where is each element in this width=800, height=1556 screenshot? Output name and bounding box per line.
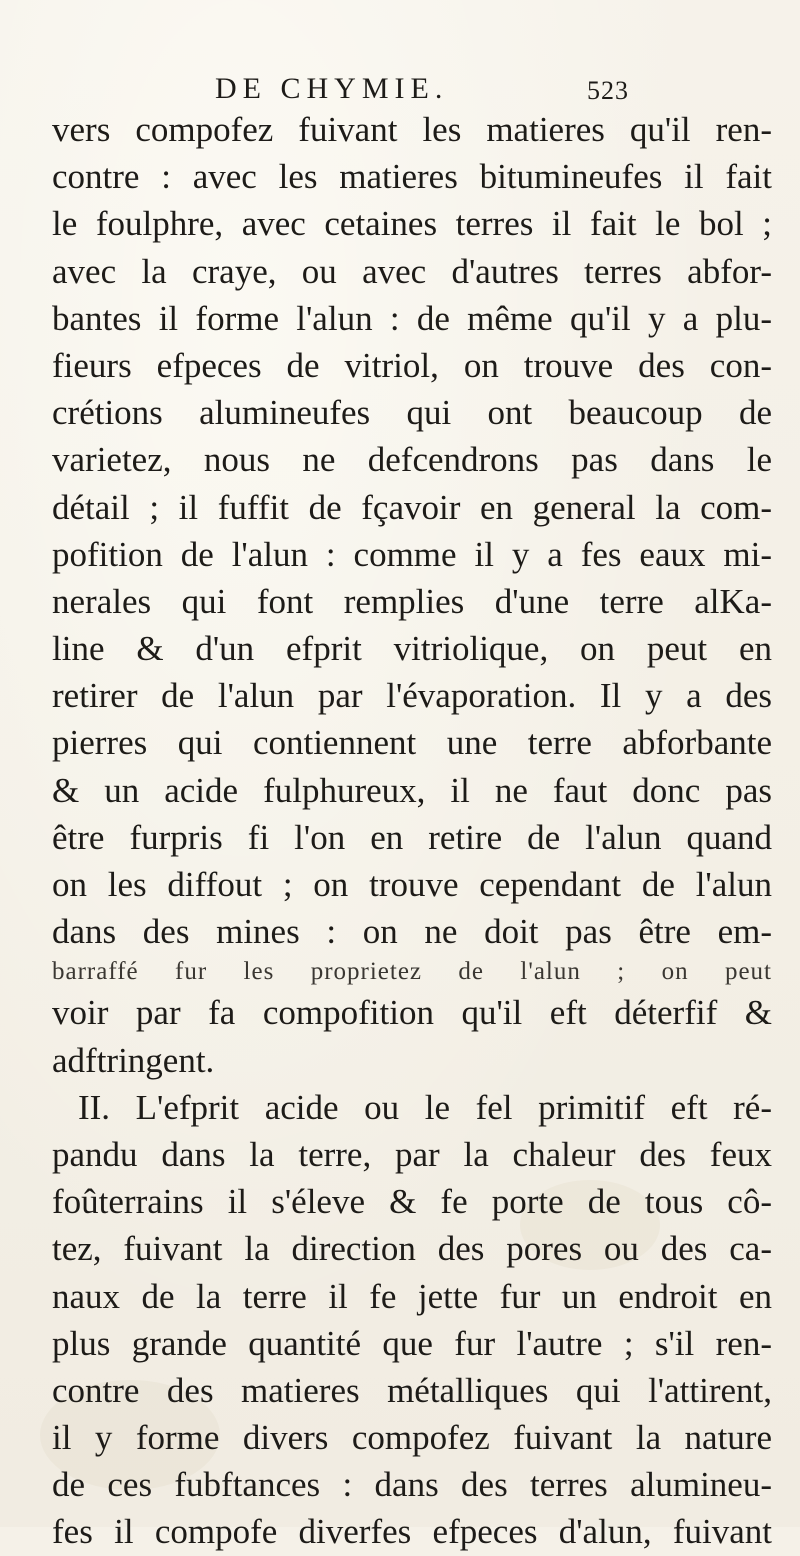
text-line: pierres qui contiennent une terre abforbante — [52, 723, 772, 763]
text-line: contre des matieres métalliques qui l'attirent, — [52, 1370, 772, 1410]
text-line: de ces fubftances : dans des terres alumineu- — [52, 1465, 772, 1505]
text-line: avec la craye, ou avec d'autres terres abfor- — [52, 251, 772, 291]
text-line: pandu dans la terre, par la chaleur des feux — [52, 1134, 772, 1174]
text-line: pofition de l'alun : comme il y a fes eaux mi- — [52, 534, 772, 574]
text-line: vers compofez fuivant les matieres qu'il ren- — [52, 110, 772, 149]
text-line: foûterrains il s'éleve & fe porte de tous cô- — [52, 1182, 772, 1222]
text-line: adftringent. — [52, 1040, 215, 1080]
text-line: fes il compofe diverfes efpeces d'alun, fuivant — [52, 1512, 772, 1552]
text-line: & un acide fulphureux, il ne faut donc pas — [52, 770, 772, 810]
text-line: être furpris fi l'on en retire de l'alun quand — [52, 817, 772, 857]
text-line: on les diffout ; on trouve cependant de l'alun — [52, 865, 772, 904]
text-line: il y forme divers compofez fuivant la nature — [52, 1418, 772, 1458]
text-line: II. L'efprit acide ou le fel primitif eft ré- — [78, 1087, 772, 1127]
text-line: tez, fuivant la direction des pores ou des ca- — [52, 1229, 772, 1269]
text-line: le foulphre, avec cetaines terres il fait le bol ; — [52, 204, 772, 244]
running-head: DE CHYMIE. — [215, 72, 449, 105]
text-line: détail ; il fuffit de fçavoir en general la com- — [52, 487, 772, 527]
text-line-damaged: barraffé fur les proprietez de l'alun ; on peut — [52, 958, 772, 986]
text-line: naux de la terre il fe jette fur un endroit en — [52, 1276, 772, 1316]
text-line: fieurs efpeces de vitriol, on trouve des con- — [52, 345, 772, 385]
text-line: dans des mines : on ne doit pas être em- — [52, 912, 772, 952]
text-line: contre : avec les matieres bitumineufes il fait — [52, 157, 772, 197]
text-line: line & d'un efprit vitriolique, on peut en — [52, 629, 772, 669]
text-line: varietez, nous ne defcendrons pas dans le — [52, 440, 772, 480]
body-text — [52, 106, 772, 1556]
text-line: retirer de l'alun par l'évaporation. Il y a des — [52, 676, 772, 716]
text-line: plus grande quantité que fur l'autre ; s'il ren- — [52, 1323, 772, 1363]
text-line: voir par fa compofition qu'il eft déterfif & — [52, 993, 772, 1033]
page-number: 523 — [587, 76, 629, 105]
text-line: bantes il forme l'alun : de même qu'il y a plu- — [52, 298, 772, 338]
text-line: nerales qui font remplies d'une terre alKa- — [52, 581, 772, 621]
text-line: crétions alumineufes qui ont beaucoup de — [52, 393, 772, 433]
